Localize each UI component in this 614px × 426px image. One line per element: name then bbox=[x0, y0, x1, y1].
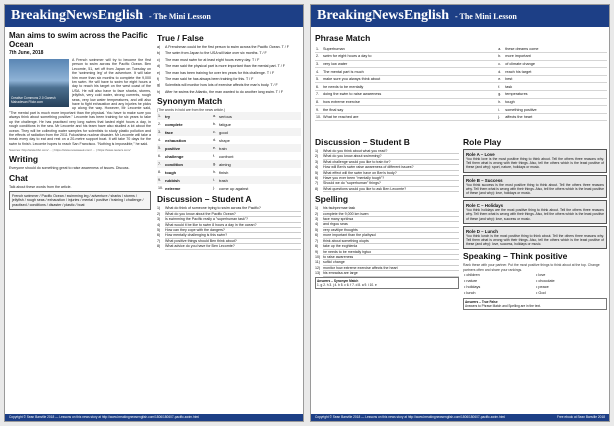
exercise-column bbox=[157, 31, 301, 411]
page-2-footer-left: Copyright © Sean Banville 2018 — Lessons on this news story at http://www.breakingnewsenglish.com/1806/180607-pacific-swim.html bbox=[315, 415, 505, 419]
synonym-cell: i. bbox=[212, 176, 218, 184]
item-text: complete the 9,000 km iswm bbox=[323, 212, 459, 217]
discussion-b-list bbox=[315, 149, 459, 192]
phrase-match-cell: 8. bbox=[315, 98, 322, 106]
synonym-cell: shape bbox=[219, 137, 230, 143]
item-text: What do you know about the Pacific Ocean? bbox=[165, 212, 301, 217]
speaking-answers-text: Answers to Phrase Match and Spelling are in the text. bbox=[465, 303, 541, 308]
phrase-match-cell: g. bbox=[497, 91, 504, 99]
synonym-cell: fatigue bbox=[219, 121, 232, 127]
answers-text: 1. g 2. h 3. j 4. b 5. c 6. f 7. d 8. a 9. i 10. e bbox=[317, 282, 377, 287]
item-text: Should we do "superhuman" things? bbox=[323, 181, 459, 186]
rank-item: • God bbox=[536, 290, 546, 295]
article-photo bbox=[9, 59, 69, 107]
synonym-cell: 7. bbox=[157, 160, 164, 168]
brand-title: BreakingNewsEnglish bbox=[11, 8, 143, 23]
true-false-item bbox=[157, 45, 301, 49]
item-number: 6) bbox=[315, 233, 319, 238]
item-text: face many sprkhsa bbox=[323, 217, 459, 222]
synonym-cell: 2. bbox=[158, 122, 161, 127]
item-number: e) bbox=[157, 70, 161, 75]
role-card bbox=[463, 200, 607, 224]
true-false-item bbox=[157, 58, 301, 62]
rank-item: • love bbox=[536, 272, 546, 277]
item-number: 10) bbox=[315, 254, 321, 259]
role-text: You think success is the most positive thing to think about. Tell the others three reasons why. Tell them what is wrong with their things. Also, tell the others which is the least positive of these (and why): love, holidays or music. bbox=[466, 182, 604, 196]
page-2-banner bbox=[311, 5, 609, 27]
phrase-match-row bbox=[315, 98, 607, 106]
synonym-row bbox=[157, 184, 301, 192]
synonym-row bbox=[157, 128, 301, 136]
phrase-match-row bbox=[315, 106, 607, 114]
synonym-cell: e. bbox=[213, 146, 216, 151]
page-1-banner bbox=[5, 5, 303, 27]
item-number: 8) bbox=[315, 186, 319, 191]
spelling-list bbox=[315, 206, 459, 276]
item-number: 3) bbox=[315, 217, 319, 222]
phrase-match-cell: 1. bbox=[315, 45, 322, 53]
item-number: 9) bbox=[315, 249, 319, 254]
synonym-cell: 3. bbox=[157, 128, 164, 136]
synonym-cell: come up against bbox=[219, 185, 249, 191]
phrase-match-row bbox=[315, 53, 607, 61]
writing-heading: Writing bbox=[9, 154, 39, 165]
phrase-match-row bbox=[315, 60, 607, 68]
role-text: You think holidays are the most positive thing to think about. Tell the others three reasons why. Tell them what is wrong with their things. Also, tell the others which is the least positive of these (and why): love, success or music. bbox=[466, 208, 604, 221]
article-column bbox=[9, 31, 151, 411]
item-number: b) bbox=[157, 51, 161, 56]
rank-item: • lunch bbox=[464, 290, 476, 295]
synonym-cell: b. bbox=[213, 122, 216, 127]
item-number: 2) bbox=[315, 211, 319, 216]
item-text: to raise awareness bbox=[323, 255, 459, 260]
phrase-match-cell: 4. bbox=[315, 68, 322, 76]
phrase-match-row bbox=[315, 75, 607, 83]
phrase-match-cell: of climate change bbox=[504, 60, 607, 68]
true-false-heading: True / False bbox=[157, 33, 204, 43]
role-text: You think lunch is the most positive thing to think about. Tell the others three reasons why. Tell them what is wrong with their things. Also, tell the others which is the least positive of these (and why): love, success, holidays or music. bbox=[466, 233, 604, 247]
item-number: 2) bbox=[315, 154, 319, 159]
item-text: his tsuhpnrmae task bbox=[323, 206, 459, 211]
phrase-match-cell: b. bbox=[497, 53, 504, 61]
synonym-cell: extreme bbox=[165, 185, 181, 191]
synonym-row bbox=[157, 176, 301, 184]
item-text: What positive things should Ben think about? bbox=[165, 239, 301, 244]
item-text: What do you think about what you read? bbox=[323, 149, 459, 154]
synonym-cell: serious bbox=[218, 112, 301, 120]
rank-item: • holidays bbox=[464, 284, 481, 289]
brand-title: BreakingNewsEnglish bbox=[317, 8, 449, 23]
synonym-cell: rubbish bbox=[164, 176, 212, 184]
synonym-cell: condition bbox=[164, 160, 212, 168]
rank-row bbox=[463, 290, 607, 296]
speaking-intro: Rank these with your partner. Put the most positive things to think about at the top. Change partners often and share your rankings. bbox=[463, 263, 600, 272]
item-number: 4) bbox=[315, 222, 319, 227]
role-card bbox=[463, 226, 607, 250]
role-title: Role D – Lunch bbox=[466, 228, 498, 234]
writing-prompt: Everyone should do something great to raise awareness of issues. Discuss. bbox=[9, 166, 130, 171]
item-number: 7) bbox=[315, 181, 319, 186]
item-text: A Frenchman could be the first person to swim across the Pacific Ocean. T / F bbox=[165, 45, 289, 49]
item-text: How mentally challenging is this swim? bbox=[165, 233, 301, 238]
brand-subtitle: - The Mini Lesson bbox=[455, 12, 517, 21]
answers-box bbox=[315, 277, 459, 289]
synonym-row bbox=[157, 144, 301, 152]
phrase-match-cell: 10. bbox=[316, 115, 321, 120]
item-text: he needs to be mentally hgtuo bbox=[323, 250, 459, 255]
item-text: What effect will the swim have on Ben's body? bbox=[323, 171, 459, 176]
synonym-table bbox=[157, 112, 301, 192]
chat-heading: Chat bbox=[9, 172, 28, 183]
rank-item: • peace bbox=[536, 284, 549, 289]
synonym-cell: aiming bbox=[218, 160, 301, 168]
phrase-match-cell: h. bbox=[497, 98, 504, 106]
phrase-match-cell: more important bbox=[504, 53, 607, 61]
phrase-match-heading: Phrase Match bbox=[315, 33, 371, 43]
synonym-cell: exhaustion bbox=[165, 137, 187, 143]
speaking-heading: Speaking – Think positive bbox=[463, 251, 568, 262]
role-card bbox=[463, 175, 607, 199]
true-false-item bbox=[157, 90, 301, 94]
synonym-row bbox=[157, 168, 301, 176]
right-exercises bbox=[463, 135, 607, 411]
synonym-row bbox=[157, 112, 301, 120]
article-headline: Man aims to swim across the Pacific Ocean bbox=[9, 31, 148, 49]
item-text: Scientists will monitor how lots of exercise affects the man's body. T / F bbox=[165, 83, 278, 88]
item-number: 3) bbox=[157, 217, 161, 222]
article-body: A French swimmer will try to become the first person to swim across the Pacific Ocean. Ben Lecomte, 51, set off from Japan on Tuesday on the 'swimming leg' of the adventure. It will take him more than six months to complete the 9,000 km swim. He will have to swim for eight hours a day to reach his target on the west coast of the USA. He will also have to face sharks, storms, jellyfish, very cold water, strong currents, rough seas, very low water temperatures, and will also have to fight exhaustion and any injuries he picks up along the way. However, Mr Lecomte said, "The mental part is much more important than the physical. You have to make sure you always think about something positive." Lecomte has been training for six years to take up the challenge. He has practised very long swims that lasted eight hours a day, in rough conditions in the sea. Mr Lecomte and his team have also studied a lot about the ocean. They will be collecting water samples for scientists to study plastic pollution and the effects of radiation from the 2011 Fukushima nuclear disaster. Mr Lecomte will take a break every day to eat and rest on a 20-metre support boat. It will take 70 days for the swim to finish. Lecomte hopes to reach San Francisco. "Nothing is impossible," he said. bbox=[9, 58, 151, 146]
role-text: You think love is the most positive thing to think about. Tell the others three reasons why. Tell them what is wrong with their things. Also, tell the others which is the least positive of these (and why): sport, nature, holidays or music. bbox=[466, 157, 604, 170]
true-false-item bbox=[157, 71, 301, 75]
item-text: What challenge would you like to train for? bbox=[323, 160, 459, 165]
synonym-cell: finish bbox=[219, 169, 229, 175]
synonym-cell: 4. bbox=[158, 138, 161, 143]
phrase-match-cell: very low water bbox=[322, 60, 497, 68]
item-text: What would it be like to swim 8 hours a day in the ocean? bbox=[165, 223, 301, 228]
item-number: 4) bbox=[157, 222, 161, 227]
worksheet-page-2 bbox=[310, 4, 610, 422]
true-false-item bbox=[157, 51, 301, 55]
role-title: Role C – Holidays bbox=[466, 203, 504, 209]
phrase-match-cell: swim for eight hours a day to bbox=[322, 53, 497, 61]
synonym-cell: challenge bbox=[165, 153, 184, 159]
phrase-match-cell: 2. bbox=[315, 53, 322, 61]
synonym-cell: c. bbox=[212, 128, 218, 136]
item-number: 1) bbox=[315, 149, 319, 153]
item-number: 7) bbox=[157, 238, 161, 243]
synonym-cell: j. bbox=[213, 186, 215, 191]
speaking-rank-table bbox=[463, 272, 607, 296]
phrase-match-row bbox=[315, 91, 607, 99]
phrase-match-cell: j. bbox=[497, 113, 504, 121]
item-text: The man said the physical part is more important than the mental part. T / F bbox=[165, 64, 285, 69]
phrase-match-cell: 6. bbox=[315, 83, 322, 91]
true-false-item bbox=[157, 83, 301, 87]
phrase-match-cell: task bbox=[504, 83, 607, 91]
item-number: h) bbox=[157, 89, 161, 94]
item-text: take up the ecghlenla bbox=[323, 244, 459, 249]
role-play-list bbox=[463, 149, 607, 249]
item-number: 12) bbox=[315, 265, 321, 270]
synonym-row bbox=[157, 152, 301, 160]
synonym-cell: h. bbox=[213, 170, 216, 175]
spelling-heading: Spelling bbox=[315, 194, 349, 205]
synonym-cell: good bbox=[218, 128, 301, 136]
item-number: 13) bbox=[315, 271, 321, 276]
item-number: 11) bbox=[315, 260, 320, 265]
item-number: 6) bbox=[315, 176, 319, 181]
phrase-match-cell: something positive bbox=[504, 106, 607, 114]
role-card bbox=[463, 149, 607, 173]
item-text: What do think of someone trying to swim across the Pacific? bbox=[165, 206, 301, 211]
speaking-answers-box bbox=[463, 298, 607, 310]
item-number: 8) bbox=[157, 244, 161, 249]
item-text: sufiicl change bbox=[323, 260, 459, 265]
item-number: 1) bbox=[315, 206, 319, 211]
item-text: very osvtiipe thoughts bbox=[323, 228, 459, 233]
synonym-cell: train bbox=[218, 144, 301, 152]
phrase-match-cell: doing the swim to raise awareness bbox=[322, 91, 497, 99]
item-text: How will Ben's swim raise awareness of different issues? bbox=[323, 165, 459, 170]
item-text: What do you know about swimming? bbox=[323, 154, 459, 159]
phrase-match-cell: 7. bbox=[315, 91, 322, 99]
item-number: c) bbox=[157, 57, 160, 62]
discussion-a-heading: Discussion – Student A bbox=[157, 194, 252, 205]
discussion-question bbox=[315, 187, 459, 192]
page-1-footer: Copyright © Sean Banville 2018 — Lessons on this news story at http://www.breakingnewsenglish.com/1806/180607-pacific-swim.html bbox=[5, 414, 303, 421]
discussion-question bbox=[157, 244, 301, 249]
item-text: What questions would you like to ask Ben Lecomte? bbox=[323, 187, 459, 192]
answers-heading: Answers – Synonym Match bbox=[317, 278, 359, 283]
phrase-match-cell: affects the heart bbox=[504, 113, 607, 121]
synonym-row bbox=[157, 120, 301, 128]
phrase-match-cell: reach his target bbox=[504, 68, 607, 76]
item-text: think about something oiupts bbox=[323, 239, 459, 244]
synonym-cell: g. bbox=[213, 162, 216, 167]
role-title: Role A – Love bbox=[466, 152, 495, 157]
phrase-match-cell: c. bbox=[497, 60, 504, 68]
item-number: f) bbox=[157, 77, 160, 82]
synonym-cell: 9. bbox=[157, 176, 164, 184]
item-text: and rhgou seas bbox=[323, 222, 459, 227]
page-2-footer bbox=[311, 414, 609, 421]
true-false-item bbox=[157, 64, 301, 68]
phrase-match-cell: 5. bbox=[315, 75, 322, 83]
role-play-heading: Role Play bbox=[463, 137, 502, 147]
rank-item: • children bbox=[464, 272, 480, 277]
item-number: 5) bbox=[157, 228, 161, 233]
speaking-answers-heading: Answers – True False bbox=[465, 299, 498, 304]
synonym-cell: f. bbox=[213, 154, 215, 159]
spelling-item bbox=[315, 271, 459, 276]
item-text: The man must swim for at least eight hours every day. T / F bbox=[165, 57, 260, 62]
phrase-match-cell: the final say bbox=[322, 106, 497, 114]
item-text: How can they cope with the dangers? bbox=[165, 228, 301, 233]
phrase-match-section bbox=[315, 31, 607, 131]
phrase-match-cell: how extreme exercise bbox=[322, 98, 497, 106]
phrase-match-cell: 9. bbox=[315, 106, 322, 114]
left-exercises bbox=[315, 135, 459, 411]
rank-item: • nature bbox=[464, 278, 478, 283]
worksheet-page-1 bbox=[4, 4, 304, 422]
phrase-match-cell: d. bbox=[497, 68, 504, 76]
phrase-match-row bbox=[315, 113, 607, 121]
phrase-match-table bbox=[315, 45, 607, 121]
phrase-match-cell: Superhuman bbox=[322, 45, 497, 53]
phrase-match-cell: best bbox=[504, 75, 607, 83]
phrase-match-cell: tough bbox=[504, 98, 607, 106]
synonym-cell: 1. bbox=[157, 112, 164, 120]
item-number: 1) bbox=[157, 206, 161, 211]
item-text: his emradsa are large bbox=[323, 271, 459, 276]
phrase-match-cell: a. bbox=[497, 45, 504, 53]
item-number: a) bbox=[157, 45, 161, 49]
item-number: 5) bbox=[315, 170, 319, 175]
phrase-match-cell: he needs to be mentally bbox=[322, 83, 497, 91]
item-text: monitor how extreme exercise affects the heart bbox=[323, 266, 459, 271]
synonym-row bbox=[157, 136, 301, 144]
synonym-cell: try bbox=[164, 112, 212, 120]
item-text: Is swimming the Pacific really a "superhuman task"? bbox=[165, 217, 301, 222]
synonym-cell: 10. bbox=[158, 186, 163, 191]
synonym-cell: 6. bbox=[158, 154, 161, 159]
synonym-cell: tough bbox=[165, 169, 177, 175]
chat-word-box: French swimmer / Pacific Ocean / swimming leg / adventure / sharks / storms / jellyfish / rough seas / exhaustion / injuries / mental / positive / training / challenge / practised / conditions / disaster / plastic / boat bbox=[9, 191, 151, 210]
synonym-cell: a. bbox=[213, 114, 216, 119]
synonym-cell: face bbox=[164, 128, 212, 136]
phrase-match-cell: The mental part is much bbox=[322, 68, 497, 76]
item-number: 6) bbox=[157, 233, 161, 238]
item-text: The man has been training for over ten years for this challenge. T / F bbox=[165, 70, 275, 75]
synonym-note: (The words in bold are from the news article.) bbox=[157, 108, 226, 113]
brand-subtitle: - The Mini Lesson bbox=[149, 12, 211, 21]
true-false-item bbox=[157, 77, 301, 81]
synonym-cell: 5. bbox=[157, 144, 164, 152]
synonym-cell: confront bbox=[219, 153, 234, 159]
article-date: 7th June, 2018 bbox=[9, 50, 44, 56]
synonym-cell: d. bbox=[213, 138, 216, 143]
discussion-a-list bbox=[157, 206, 301, 249]
item-text: Have you ever been "mentally tough"? bbox=[323, 176, 459, 181]
item-number: 7) bbox=[315, 238, 319, 243]
role-title: Role B – Success bbox=[466, 177, 503, 183]
phrase-match-row bbox=[315, 45, 607, 53]
item-text: more important than the plaihyscl bbox=[323, 233, 459, 238]
phrase-match-cell: temperatures bbox=[504, 91, 607, 99]
phrase-match-cell: f. bbox=[497, 83, 504, 91]
synonym-cell: 8. bbox=[158, 170, 161, 175]
item-number: 2) bbox=[157, 211, 161, 216]
phrase-match-cell: make sure you always think about bbox=[322, 75, 497, 83]
true-false-list bbox=[157, 45, 301, 94]
phrase-match-cell: What he reached are bbox=[322, 113, 497, 121]
item-number: d) bbox=[157, 64, 161, 69]
phrase-match-row bbox=[315, 83, 607, 91]
item-number: g) bbox=[157, 83, 161, 88]
phrase-match-cell: i. bbox=[497, 106, 504, 114]
item-text: After he swims the Atlantic, the man wanted to do another long swim. T / F bbox=[165, 89, 284, 94]
synonym-cell: trash bbox=[218, 176, 301, 184]
item-text: What advice do you have for Ben Lecomte? bbox=[165, 244, 301, 249]
synonym-cell: complete bbox=[165, 121, 183, 127]
article-sources: Sources: http://www.bbc.com/ ... | https://www.newsweek.com/ ... | https://www.reuters.com/ bbox=[9, 148, 131, 153]
photo-caption: Creative Commons 2.0 Ganesh Mahadevan Flickr.com bbox=[11, 96, 56, 105]
phrase-match-cell: these dreams come bbox=[504, 45, 607, 53]
phrase-match-row bbox=[315, 68, 607, 76]
synonym-row bbox=[157, 160, 301, 168]
item-text: The man said he has always been training for this. T / F bbox=[165, 77, 254, 82]
synonym-cell: positive bbox=[164, 144, 212, 152]
item-text: The swim from Japan to the USA will take over six months. T / F bbox=[165, 51, 267, 56]
rank-item: • chocolate bbox=[536, 278, 555, 283]
discussion-b-heading: Discussion – Student B bbox=[315, 137, 410, 147]
item-number: 4) bbox=[315, 165, 319, 170]
phrase-match-cell: 3. bbox=[315, 60, 322, 68]
item-number: 8) bbox=[315, 244, 319, 249]
phrase-match-cell: e. bbox=[497, 75, 504, 83]
item-number: 5) bbox=[315, 227, 319, 232]
chat-intro: Talk about these words from the article. bbox=[9, 184, 72, 189]
item-number: 3) bbox=[315, 159, 319, 164]
synonym-heading: Synonym Match bbox=[157, 96, 223, 107]
page-2-footer-right: Free ebook at Sean Banville 2018 bbox=[556, 415, 605, 419]
